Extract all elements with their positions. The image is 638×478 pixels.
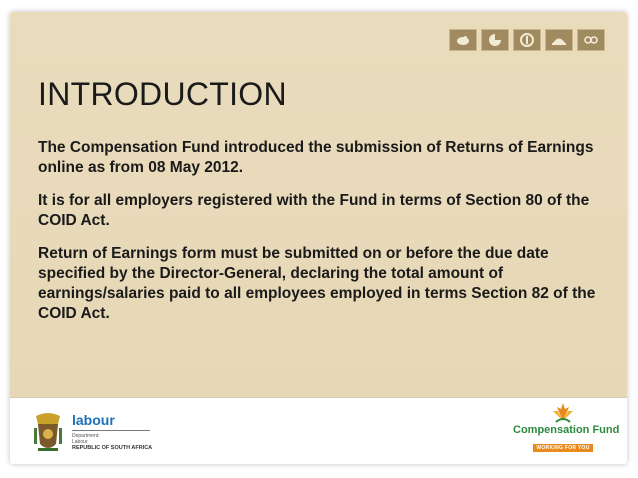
coat-of-arms-icon: [32, 410, 64, 454]
hat-icon: [545, 29, 573, 51]
compensation-fund-tagline: WORKING FOR YOU: [533, 444, 592, 452]
labour-text: [72, 410, 152, 452]
helmet-icon: [513, 29, 541, 51]
paragraph-3: Return of Earnings form must be submitted on or before the due date specified by the Director-General, declaring the total amount of earnings/salaries paid to all employees employed in terms Section 82 of the COID Act.: [38, 245, 596, 322]
labour-country: REPUBLIC OF SOUTH AFRICA: [72, 445, 153, 451]
glasses-icon: [577, 29, 605, 51]
compensation-fund-name: Compensation Fund: [513, 424, 620, 436]
slide-footer: [10, 397, 627, 464]
compensation-fund-logo: [513, 401, 620, 454]
slide-body: [38, 138, 603, 337]
slide-title: INTRODUCTION: [38, 76, 287, 112]
labour-logo: [32, 410, 152, 454]
hand-icon: [449, 29, 477, 51]
slide-panel: [10, 12, 627, 464]
paragraph-2: It is for all employers registered with the Fund in terms of Section 80 of the COID Act.: [38, 192, 590, 229]
header-icon-bar: [449, 29, 605, 51]
labour-divider: [72, 430, 150, 431]
protea-flower-icon: [546, 401, 580, 423]
labour-title: labour: [72, 412, 115, 428]
labour-department: Department:: [72, 433, 100, 439]
paragraph-1: The Compensation Fund introduced the submission of Returns of Earnings online as from 08 May 2012.: [38, 139, 594, 176]
pie-chart-icon: [481, 29, 509, 51]
labour-dept-name: Labour: [72, 439, 88, 445]
